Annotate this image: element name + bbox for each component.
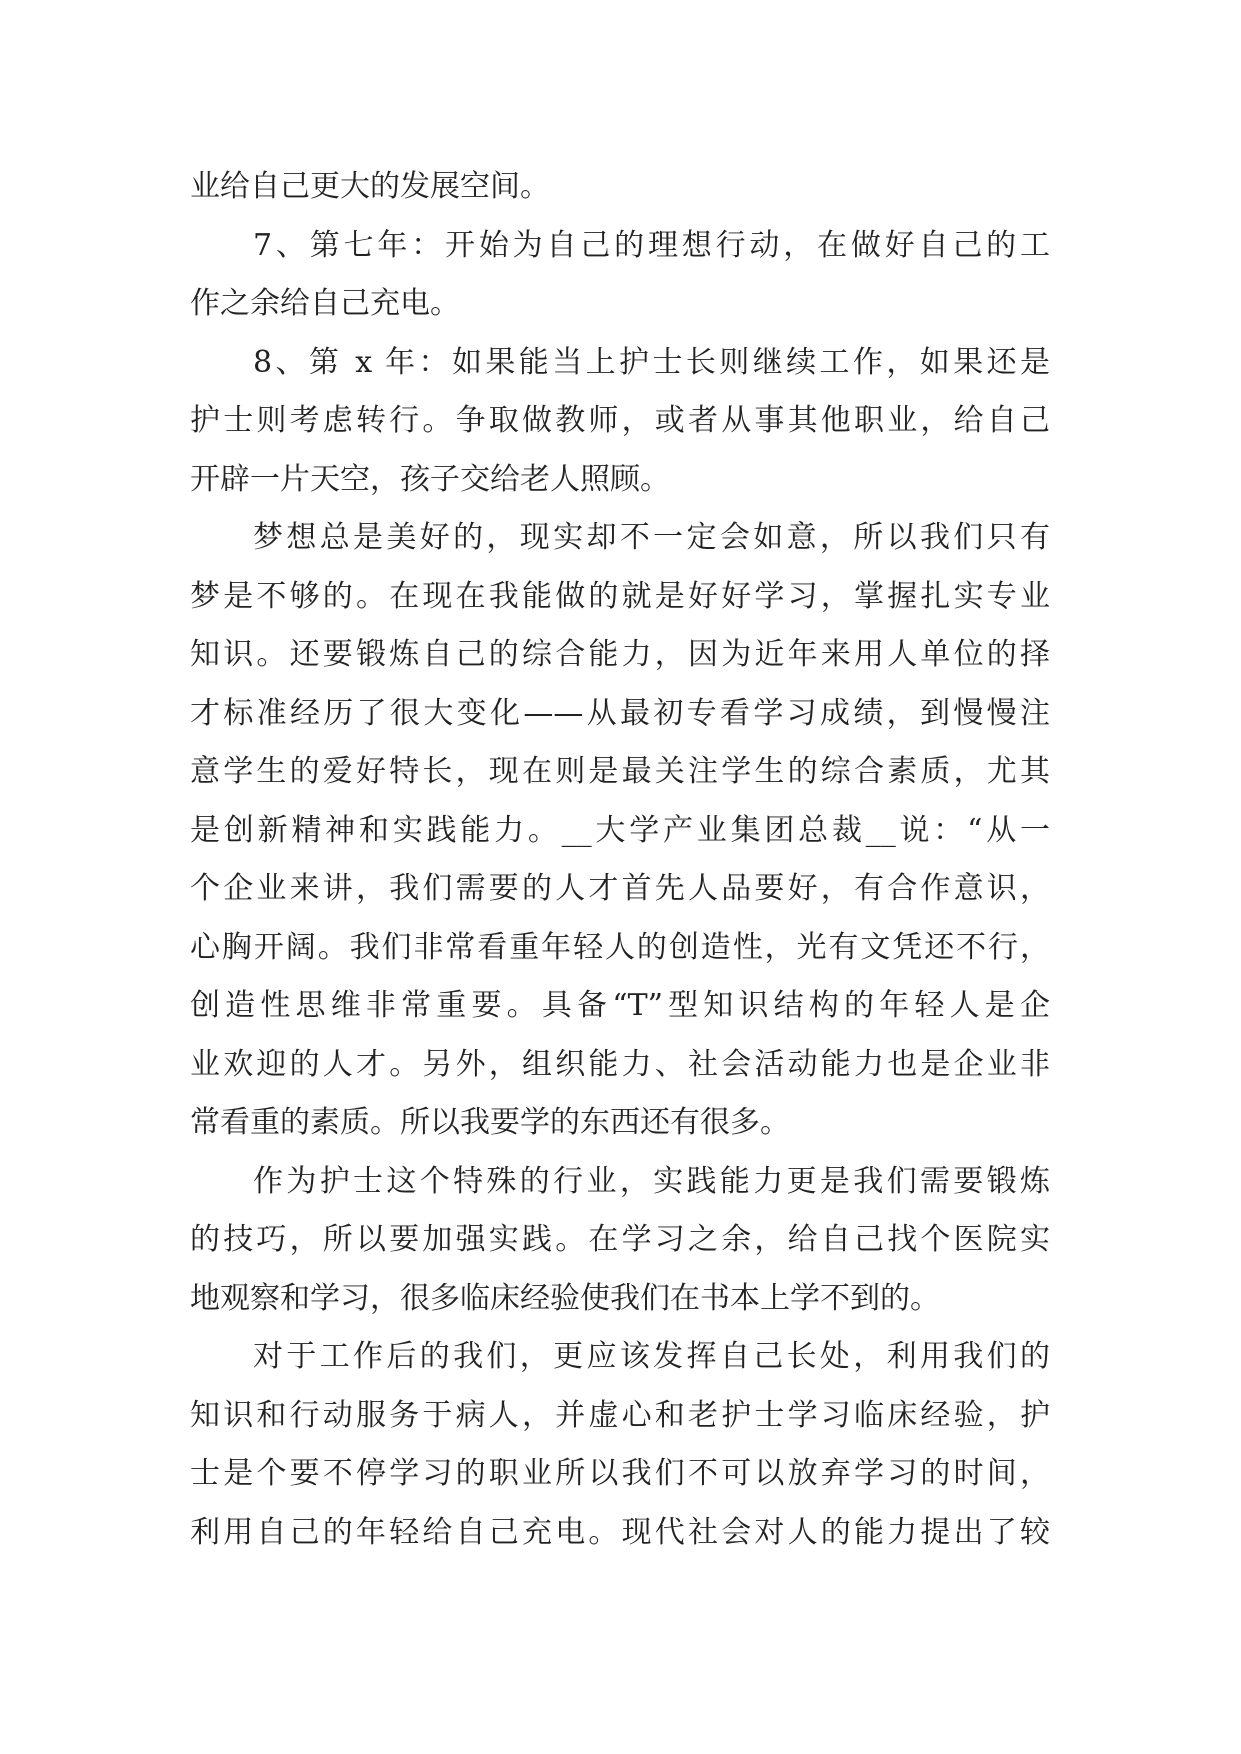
text-line: 的技巧，所以要加强实践。在学习之余，给自己找个医院实 — [190, 1222, 1050, 1257]
text-line: 地观察和学习，很多临床经验使我们在书本上学不到的。 — [190, 1280, 940, 1316]
text-line: 知识。还要锻炼自己的综合能力，因为近年来用人单位的择 — [190, 637, 1050, 672]
text-line: 业欢迎的人才。另外，组织能力、社会活动能力也是企业非 — [190, 1046, 1050, 1082]
text-line: 意学生的爱好特长，现在则是最关注学生的综合素质，尤其 — [190, 754, 1050, 789]
text-line: 才标准经历了很大变化——从最初专看学习成绩，到慢慢注 — [190, 695, 1050, 731]
text-line: 8、第 x 年：如果能当上护士长则继续工作，如果还是 — [253, 344, 1050, 380]
text-line: 梦想总是美好的，现实却不一定会如意，所以我们只有 — [253, 520, 1050, 555]
text-line: 业给自己更大的发展空间。 — [190, 169, 550, 204]
text-line: 利用自己的年轻给自己充电。现代社会对人的能力提出了较 — [190, 1514, 1050, 1550]
text-line: 7、第七年：开始为自己的理想行动，在做好自己的工 — [253, 227, 1050, 263]
document-body — [190, 158, 1050, 1562]
text-line: 心胸开阔。我们非常看重年轻人的创造性，光有文凭还不行， — [190, 929, 1050, 965]
text-line: 作之余给自己充电。 — [190, 286, 460, 321]
text-line: 护士则考虑转行。争取做教师，或者从事其他职业，给自己 — [190, 403, 1050, 438]
text-line: 是创新精神和实践能力。__大学产业集团总裁__说：“从一 — [190, 812, 1050, 848]
text-line: 开辟一片天空，孩子交给老人照顾。 — [190, 461, 670, 497]
text-line: 个企业来讲，我们需要的人才首先人品要好，有合作意识， — [190, 871, 1050, 906]
text-line: 对于工作后的我们，更应该发挥自己长处，利用我们的 — [253, 1339, 1050, 1374]
text-line: 梦是不够的。在现在我能做的就是好好学习，掌握扎实专业 — [190, 578, 1050, 614]
text-line: 知识和行动服务于病人，并虚心和老护士学习临床经验，护 — [190, 1397, 1050, 1433]
text-line: 士是个要不停学习的职业所以我们不可以放弃学习的时间， — [190, 1456, 1050, 1491]
text-line: 创造性思维非常重要。具备“T”型知识结构的年轻人是企 — [190, 988, 1050, 1023]
text-line: 作为护士这个特殊的行业，实践能力更是我们需要锻炼 — [253, 1163, 1050, 1199]
text-line: 常看重的素质。所以我要学的东西还有很多。 — [190, 1105, 790, 1140]
